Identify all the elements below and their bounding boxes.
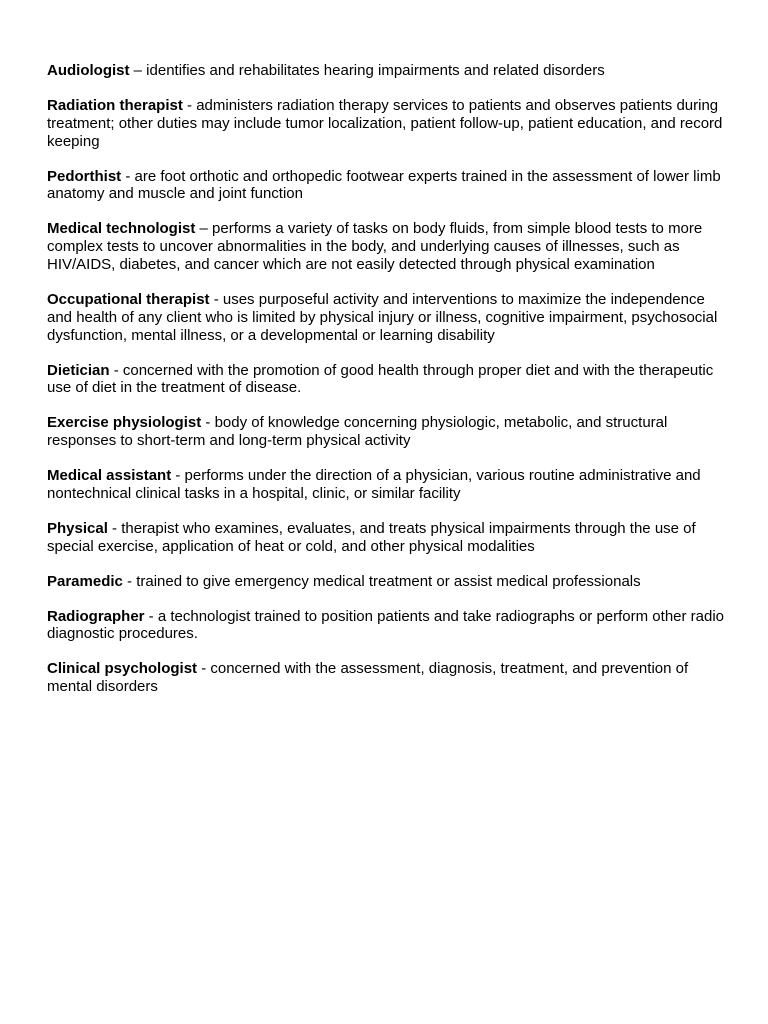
definition: - performs under the direction of a physician, various routine administrative and nontechnical clinical tasks in a hospital, clinic, or similar facility [47,467,701,502]
definition: – identifies and rehabilitates hearing impairments and related disorders [129,62,605,79]
term: Audiologist [47,62,130,79]
entry-exercise-physiologist [47,414,731,450]
term: Pedorthist [47,167,122,185]
definition: - therapist who examines, evaluates, and treats physical impairments through the use of special exercise, application of heat or cold, and other physical modalities [47,519,696,555]
term: Medical technologist [47,220,196,238]
entry-pedorthist [47,168,731,204]
term: Physical [47,519,108,537]
term: Radiographer [47,607,145,625]
document-page [47,62,731,713]
term: Medical assistant [47,467,172,485]
term: Dietician [47,361,110,379]
entry-radiation-therapist [47,97,731,150]
definition: - are foot orthotic and orthopedic footwear experts trained in the assessment of lower limb anatomy and muscle and joint function [47,167,721,203]
definition: - body of knowledge concerning physiologic, metabolic, and structural responses to short-term and long-term physical activity [47,414,668,450]
entry-physical [47,520,731,556]
definition: - a technologist trained to position patients and take radiographs or perform other radio diagnostic procedures. [47,607,725,643]
entry-paramedic [47,573,731,591]
entry-radiographer [47,608,731,644]
entry-clinical-psychologist [47,660,731,696]
entry-dietician [47,362,731,398]
entry-occupational-therapist [47,291,731,344]
term: Occupational therapist [47,290,210,308]
definition: - trained to give emergency medical treatment or assist medical professionals [122,572,641,590]
entry-medical-technologist [47,220,731,273]
definition: - concerned with the assessment, diagnosis, treatment, and prevention of mental disorders [47,660,689,696]
definition: - administers radiation therapy services to patients and observes patients during treatment; other duties may include tumor localization, patient follow-up, patient education, and record keeping [47,96,723,150]
term: Radiation therapist [47,96,183,114]
definition: - concerned with the promotion of good health through proper diet and with the therapeutic use of diet in the treatment of disease. [47,361,714,397]
term: Clinical psychologist [47,660,198,678]
term: Exercise physiologist [47,414,202,432]
entry-audiologist [47,62,731,80]
definition: - uses purposeful activity and interventions to maximize the independence and health of any client who is limited by physical injury or illness, cognitive impairment, psychosocial dysfunction, mental illness, or a developmental or learning disability [47,290,718,344]
entry-medical-assistant [47,467,731,503]
definition: – performs a variety of tasks on body fluids, from simple blood tests to more complex tests to uncover abnormalities in the body, and underlying causes of illnesses, such as HIV/AIDS, diabetes, and cancer which are not easily detected through physical examination [47,220,703,273]
term: Paramedic [47,572,123,590]
